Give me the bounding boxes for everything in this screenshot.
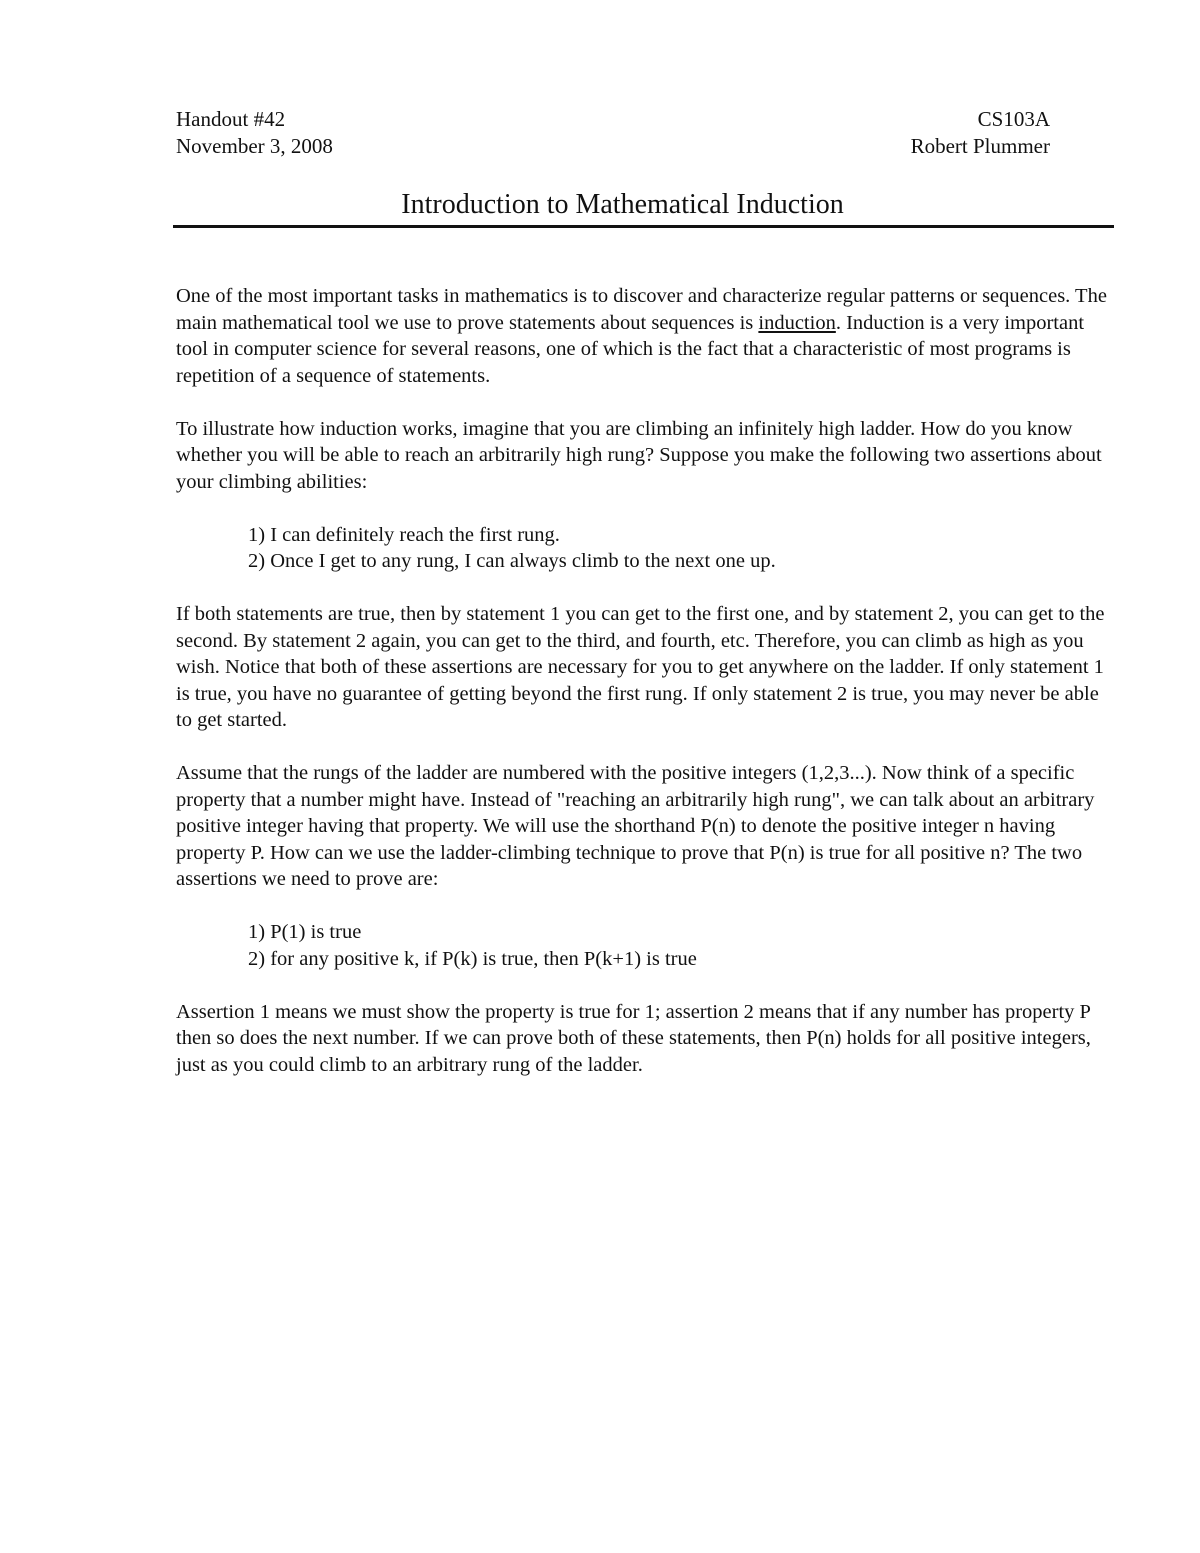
header-left xyxy=(176,106,333,160)
induction-assertions-list xyxy=(248,919,1114,972)
handout-number: Handout #42 xyxy=(176,107,286,131)
paragraph-1-end: . Induction is a very important tool in computer science for several reasons, one of which is the fact that a characteristic of most programs is repetition of a sequence of statements. xyxy=(176,311,1085,387)
list-item: 2) for any positive k, if P(k) is true, then P(k+1) is true xyxy=(248,947,697,970)
document-header xyxy=(176,106,1050,160)
induction-term: induction xyxy=(758,311,836,334)
document-title: Introduction to Mathematical Induction xyxy=(173,189,1114,228)
handout-date: November 3, 2008 xyxy=(176,134,333,158)
paragraph-1 xyxy=(176,283,1114,389)
document-body xyxy=(176,283,1114,1078)
document-page xyxy=(176,106,1114,1105)
ladder-assertions-list xyxy=(248,522,1114,575)
paragraph-1-start: One of the most important tasks in mathematics is to discover and characterize regular patterns or sequences. The main mathematical tool we use to prove statements about sequences is xyxy=(176,285,1107,334)
header-right xyxy=(911,106,1050,160)
paragraph-3: If both statements are true, then by statement 1 you can get to the first one, and by statement 2, you can get to the second. By statement 2 again, you can get to the third, and fourth, etc. Therefore, you can climb as high as you wish. Notice that both of these assertions are necessary for you to get anywhere on the ladder. If only statement 1 is true, you have no guarantee of getting beyond the first rung. If only statement 2 is true, you may never be able to get started. xyxy=(176,603,1105,731)
paragraph-4: Assume that the rungs of the ladder are numbered with the positive integers (1,2,3...). Now think of a specific property that a number might have. Instead of "reaching an arbitrarily high rung", we can talk about an arbitrary positive integer having that property. We will use the shorthand P(n) to denote the positive integer n having property P. How can we use the ladder-climbing technique to prove that P(n) is true for all positive n? The two assertions we need to prove are: xyxy=(176,762,1095,890)
paragraph-2: To illustrate how induction works, imagine that you are climbing an infinitely high ladder. How do you know whether you will be able to reach an arbitrarily high rung? Suppose you make the following two assertions about your climbing abilities: xyxy=(176,417,1102,493)
list-item: 1) I can definitely reach the first rung. xyxy=(248,523,560,546)
paragraph-5: Assertion 1 means we must show the property is true for 1; assertion 2 means that if any number has property P then so does the next number. If we can prove both of these statements, then P(n) holds for all positive integers, just as you could climb to an arbitrary rung of the ladder. xyxy=(176,1000,1091,1076)
author-name: Robert Plummer xyxy=(910,134,1050,158)
course-code: CS103A xyxy=(977,107,1050,131)
list-item: 2) Once I get to any rung, I can always climb to the next one up. xyxy=(248,550,776,572)
list-item: 1) P(1) is true xyxy=(248,921,362,943)
